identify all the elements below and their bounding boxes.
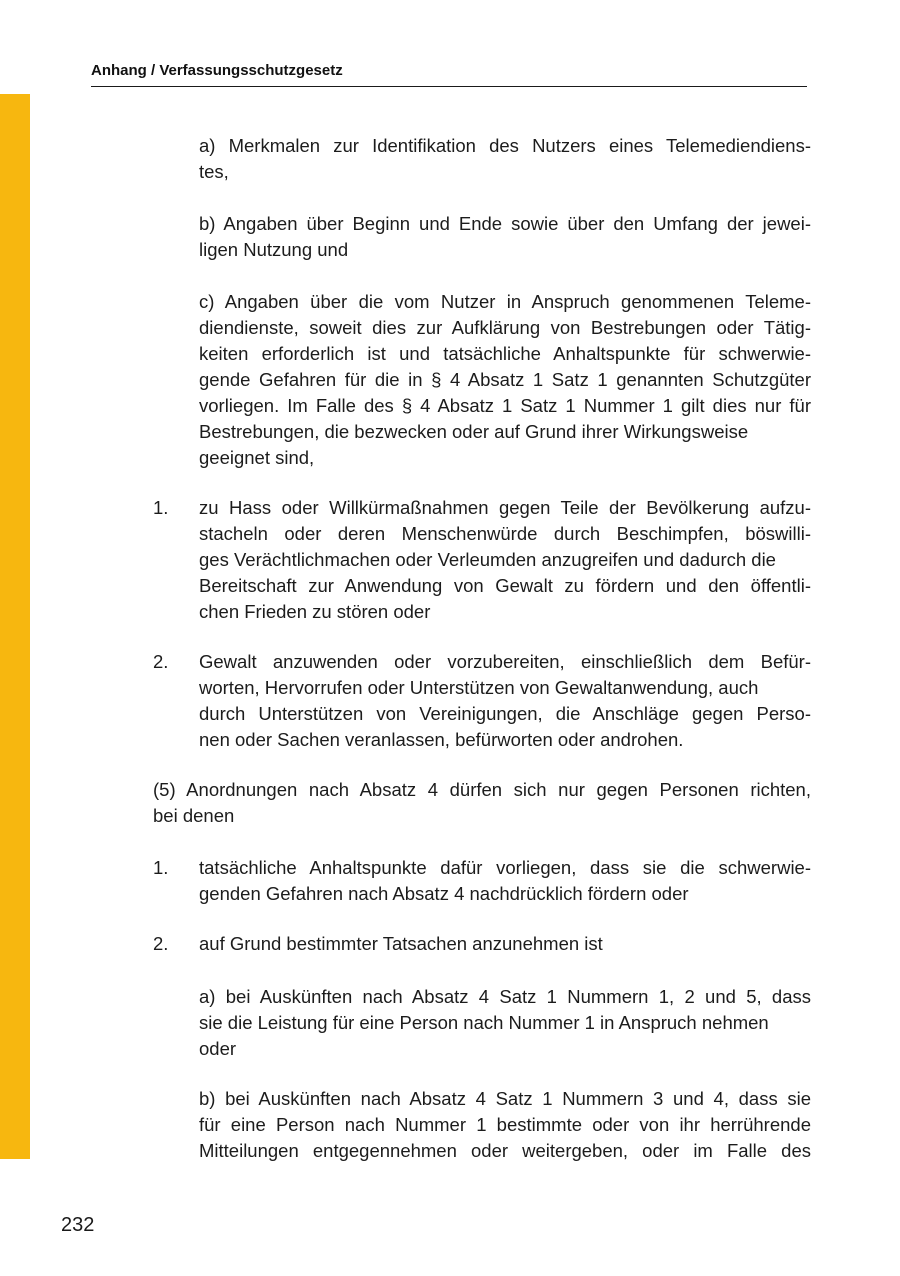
text-line: Bestrebungen, die bezwecken oder auf Grund ihrer Wirkungsweise — [199, 421, 749, 442]
text-line: keiten erforderlich ist und tatsächliche Anhaltspunkte für schwerwie- — [199, 343, 811, 364]
text-line: a) Merkmalen zur Identifikation des Nutzers eines Telemediendiens- — [199, 135, 811, 156]
paragraph-b-auskuenfte — [199, 1086, 811, 1164]
text-line: Mitteilungen entgegennehmen oder weitergeben, oder im Falle des — [199, 1140, 811, 1161]
text-line: nen oder Sachen veranlassen, befürworten oder androhen. — [199, 729, 684, 750]
text-line: stacheln oder deren Menschenwürde durch Beschimpfen, böswilli- — [199, 523, 811, 544]
running-header — [91, 60, 807, 87]
page-number: 232 — [61, 1214, 95, 1236]
list-number: 1. — [153, 497, 169, 518]
text-line: b) Angaben über Beginn und Ende sowie über den Umfang der jewei- — [199, 213, 811, 234]
text-line: worten, Hervorrufen oder Unterstützen von Gewaltanwendung, auch — [199, 677, 759, 698]
text-line: b) bei Auskünften nach Absatz 4 Satz 1 Nummern 3 und 4, dass sie — [199, 1088, 811, 1109]
header-title: Anhang / Verfassungsschutzgesetz — [91, 62, 343, 79]
text-line: oder — [199, 1038, 237, 1059]
text-line: ges Verächtlichmachen oder Verleumden anzugreifen und dadurch die — [199, 549, 776, 570]
text-line: tatsächliche Anhaltspunkte dafür vorliegen, dass sie die schwerwie- — [199, 857, 811, 878]
text-line: bei denen — [153, 805, 235, 826]
text-line: auf Grund bestimmter Tatsachen anzunehmen ist — [199, 933, 603, 954]
text-line: sie die Leistung für eine Person nach Nummer 1 in Anspruch nehmen — [199, 1012, 769, 1033]
paragraph-b-angaben — [199, 211, 811, 263]
text-line: a) bei Auskünften nach Absatz 4 Satz 1 Nummern 1, 2 und 5, dass — [199, 986, 811, 1007]
text-line: vorliegen. Im Falle des § 4 Absatz 1 Satz 1 Nummer 1 gilt dies nur für — [199, 395, 811, 416]
list-item-auf-grund — [199, 931, 811, 957]
text-line: zu Hass oder Willkürmaßnahmen gegen Teile der Bevölkerung aufzu- — [199, 497, 811, 518]
text-line: c) Angaben über die vom Nutzer in Anspruch genommenen Teleme- — [199, 291, 811, 312]
text-line: Bereitschaft zur Anwendung von Gewalt zu fördern und den öffentli- — [199, 575, 811, 596]
text-line: diendienste, soweit dies zur Aufklärung von Bestrebungen oder Tätig- — [199, 317, 811, 338]
paragraph-a-auskuenfte — [199, 984, 811, 1062]
text-line: geeignet sind, — [199, 447, 315, 468]
list-item-hass — [199, 495, 811, 625]
text-line: Gewalt anzuwenden oder vorzubereiten, einschließlich dem Befür- — [199, 651, 811, 672]
text-line: gende Gefahren für die in § 4 Absatz 1 Satz 1 genannten Schutzgüter — [199, 369, 811, 390]
text-line: chen Frieden zu stören oder — [199, 601, 431, 622]
list-number: 1. — [153, 857, 169, 878]
yellow-margin-bar — [0, 94, 30, 1159]
text-line: genden Gefahren nach Absatz 4 nachdrücklich fördern oder — [199, 883, 689, 904]
paragraph-a-merkmale — [199, 133, 811, 185]
list-item-gewalt — [199, 649, 811, 753]
text-line: ligen Nutzung und — [199, 239, 349, 260]
paragraph-c-angaben — [199, 289, 811, 471]
text-line: für eine Person nach Nummer 1 bestimmte oder von ihr herrührende — [199, 1114, 811, 1135]
text-line: tes, — [199, 161, 229, 182]
text-line: (5) Anordnungen nach Absatz 4 dürfen sich nur gegen Personen richten, — [153, 779, 811, 800]
paragraph-5-anordnungen — [153, 777, 811, 829]
list-number: 2. — [153, 933, 169, 954]
text-line: durch Unterstützen von Vereinigungen, die Anschläge gegen Perso- — [199, 703, 811, 724]
list-number: 2. — [153, 651, 169, 672]
list-item-tatsaechliche — [199, 855, 811, 907]
